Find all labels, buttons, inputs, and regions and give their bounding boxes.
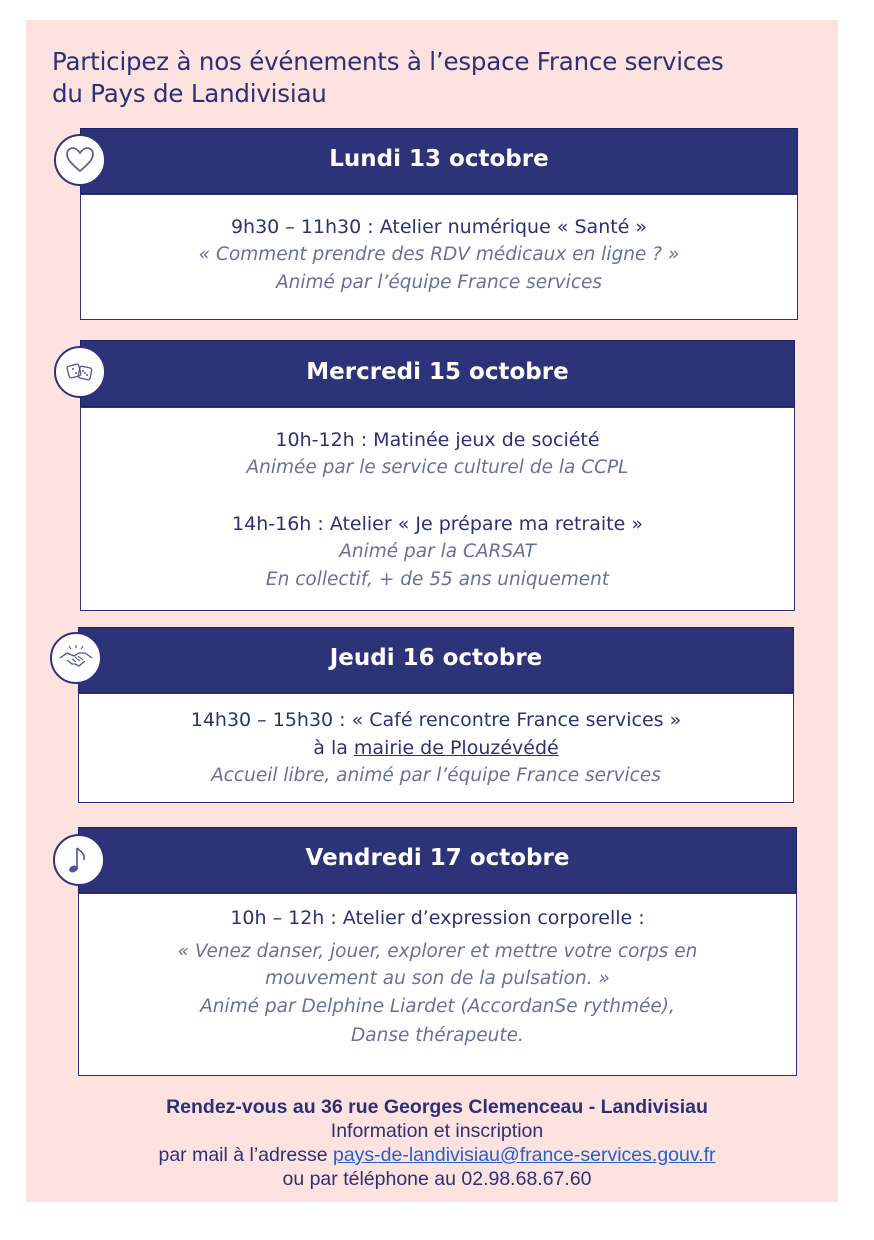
title-line-2: du Pays de Landivisiau <box>52 79 327 108</box>
event-host: Accueil libre, animé par l’équipe France services <box>211 765 661 786</box>
event-box-jeudi <box>78 693 794 803</box>
day-title: Lundi 13 octobre <box>329 146 549 172</box>
footer-info-line: Information et inscription <box>330 1120 544 1142</box>
day-title: Jeudi 16 octobre <box>329 645 543 671</box>
event-time-title: 10h – 12h : Atelier d’expression corporelle : <box>230 907 645 929</box>
event-host: Animé par Delphine Liardet (AccordanSe rythmée), <box>200 996 675 1017</box>
event-host: Animé par la CARSAT <box>339 541 536 562</box>
day-title: Mercredi 15 octobre <box>306 359 569 385</box>
event-location <box>79 734 793 762</box>
footer-address: Rendez-vous au 36 rue Georges Clemenceau - Landivisiau <box>166 1096 708 1118</box>
day-title: Vendredi 17 octobre <box>305 845 570 871</box>
event-description: « Comment prendre des RDV médicaux en ligne ? » <box>198 244 680 265</box>
event-box-vendredi <box>78 893 797 1076</box>
footer-info <box>26 1095 848 1191</box>
footer-phone: ou par téléphone au 02.98.68.67.60 <box>282 1168 592 1190</box>
music-note-icon <box>53 834 105 886</box>
event-time-title: 14h-16h : Atelier « Je prépare ma retraite » <box>232 513 643 535</box>
footer-mail-line <box>26 1143 848 1167</box>
location-prefix: à la <box>313 737 354 759</box>
event-host-role: Danse thérapeute. <box>351 1025 524 1046</box>
event-condition: En collectif, + de 55 ans uniquement <box>265 569 610 590</box>
event-description: mouvement au son de la pulsation. » <box>265 968 610 989</box>
event-description: « Venez danser, jouer, explorer et mettre votre corps en <box>177 941 698 962</box>
page-title <box>52 46 842 110</box>
email-link[interactable]: pays-de-landivisiau@france-services.gouv.fr <box>332 1144 716 1166</box>
event-box-mercredi <box>80 407 795 611</box>
day-header-mercredi <box>80 340 795 407</box>
heart-icon <box>54 134 106 186</box>
event-box-lundi <box>80 194 798 320</box>
event-host: Animée par le service culturel de la CCPL <box>246 457 629 478</box>
location-link[interactable]: mairie de Plouzévédé <box>353 737 559 759</box>
event-time-title: 10h-12h : Matinée jeux de société <box>275 429 600 451</box>
dice-icon <box>54 346 106 398</box>
mail-prefix: par mail à l’adresse <box>158 1144 333 1166</box>
day-header-vendredi <box>78 827 797 893</box>
handshake-icon <box>50 632 102 684</box>
day-header-jeudi <box>78 627 794 693</box>
event-time-title: 14h30 – 15h30 : « Café rencontre France services » <box>190 709 682 731</box>
day-header-lundi <box>80 128 798 194</box>
event-host: Animé par l’équipe France services <box>275 272 603 293</box>
event-time-title: 9h30 – 11h30 : Atelier numérique « Santé » <box>230 216 648 238</box>
title-line-1: Participez à nos événements à l’espace France services <box>52 47 724 76</box>
spacer <box>81 482 794 510</box>
